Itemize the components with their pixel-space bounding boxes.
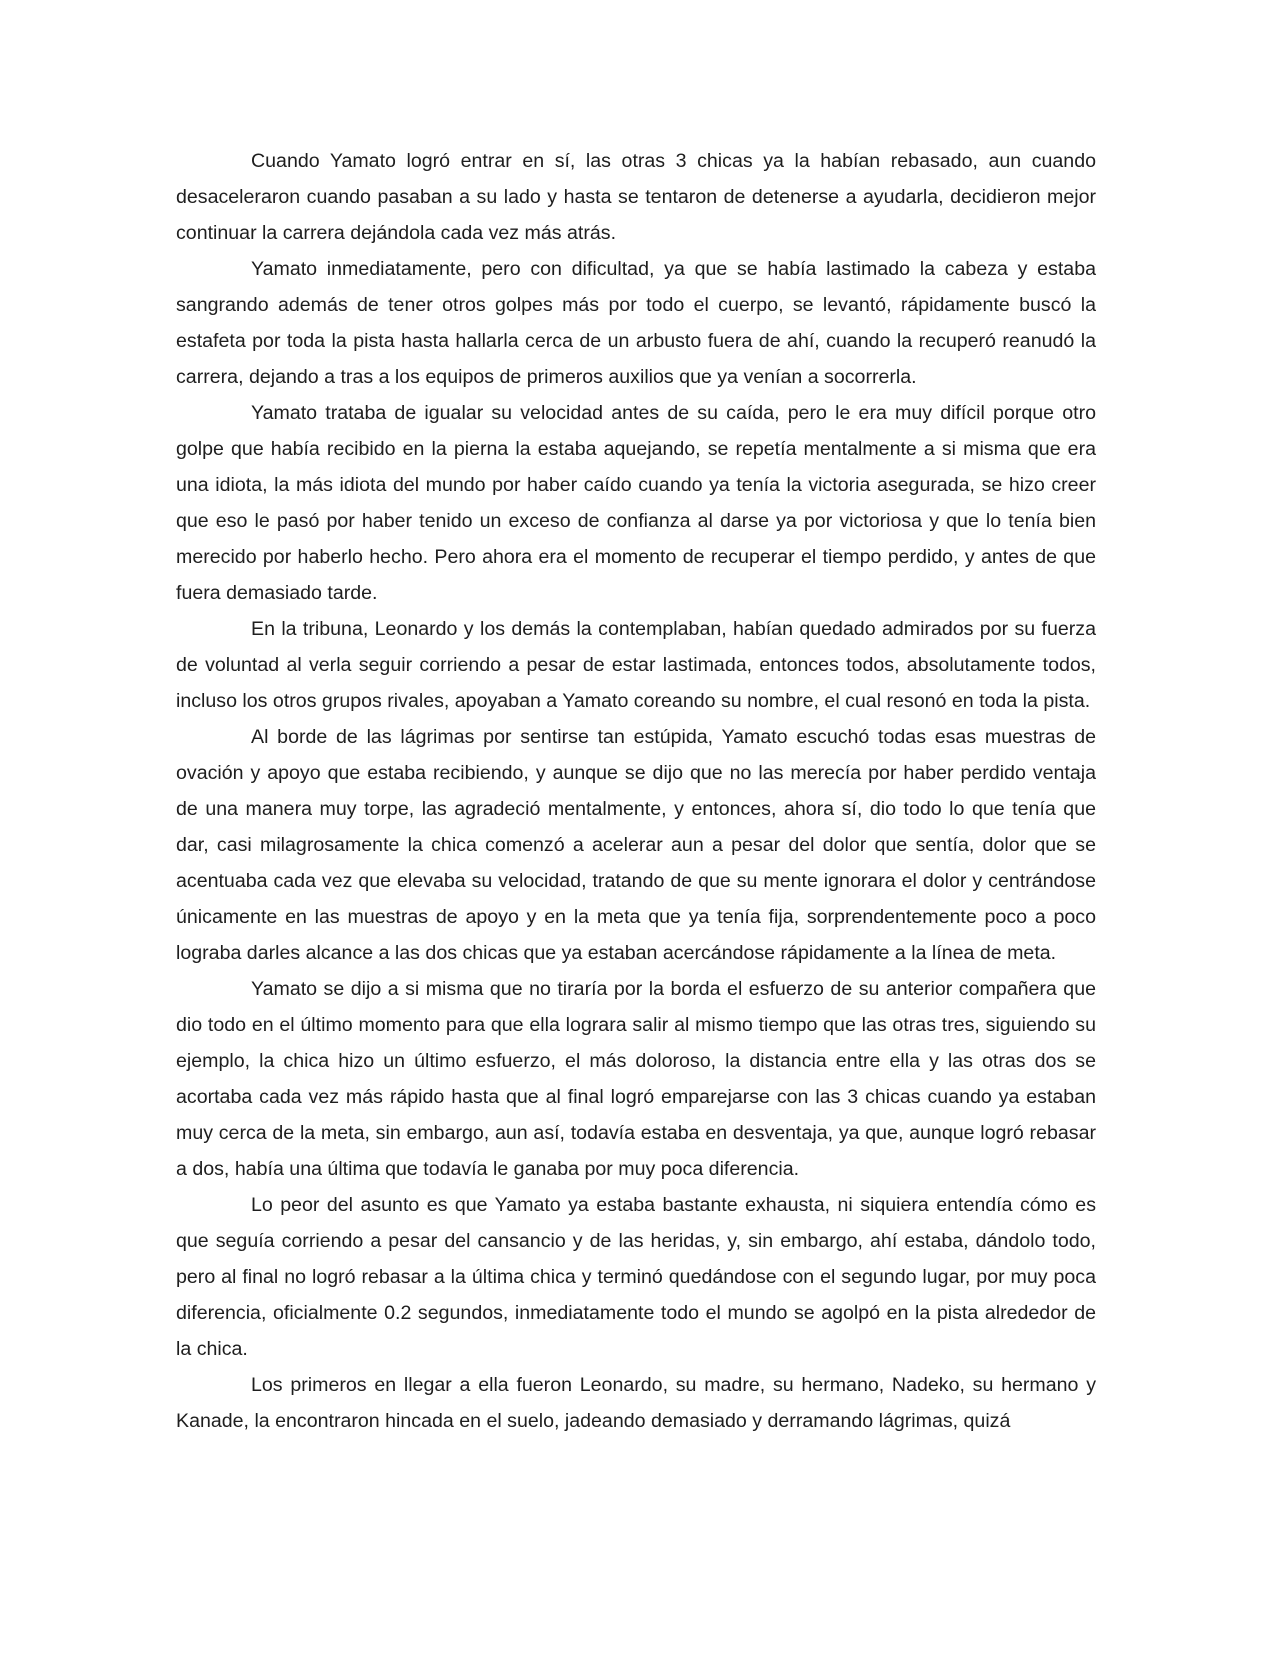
paragraph-3: Yamato trataba de igualar su velocidad antes de su caída, pero le era muy difícil porque otro golpe que había recibido en la pierna la estaba aquejando, se repetía mentalmente a si misma que era una idiota, la más idiota del mundo por haber caído cuando ya tenía la victoria asegurada, se hizo creer que eso le pasó por haber tenido un exceso de confianza al darse ya por victoriosa y que lo tenía bien merecido por haberlo hecho. Pero ahora era el momento de recuperar el tiempo perdido, y antes de que fuera demasiado tarde.	[176, 402, 1096, 604]
paragraph-5: Al borde de las lágrimas por sentirse tan estúpida, Yamato escuchó todas esas muestras de ovación y apoyo que estaba recibiendo, y aunque se dijo que no las merecía por haber perdido ventaja de una manera muy torpe, las agradeció mentalmente, y entonces, ahora sí, dio todo lo que tenía que dar, casi milagrosamente la chica comenzó a acelerar aun a pesar del dolor que sentía, dolor que se acentuaba cada vez que elevaba su velocidad, tratando de que su mente ignorara el dolor y centrándose únicamente en las muestras de apoyo y en la meta que ya tenía fija, sorprendentemente poco a poco lograba darles alcance a las dos chicas que ya estaban acercándose rápidamente a la línea de meta.	[176, 726, 1096, 964]
paragraph-6: Yamato se dijo a si misma que no tiraría por la borda el esfuerzo de su anterior compañera que dio todo en el último momento para que ella lograra salir al mismo tiempo que las otras tres, siguiendo su ejemplo, la chica hizo un último esfuerzo, el más doloroso, la distancia entre ella y las otras dos se acortaba cada vez más rápido hasta que al final logró emparejarse con las 3 chicas cuando ya estaban muy cerca de la meta, sin embargo, aun así, todavía estaba en desventaja, ya que, aunque logró rebasar a dos, había una última que todavía le ganaba por muy poca diferencia.	[176, 978, 1096, 1180]
paragraph-4: En la tribuna, Leonardo y los demás la contemplaban, habían quedado admirados por su fuerza de voluntad al verla seguir corriendo a pesar de estar lastimada, entonces todos, absolutamente todos, incluso los otros grupos rivales, apoyaban a Yamato coreando su nombre, el cual resonó en toda la pista.	[176, 618, 1096, 712]
paragraph-7: Lo peor del asunto es que Yamato ya estaba bastante exhausta, ni siquiera entendía cómo es que seguía corriendo a pesar del cansancio y de las heridas, y, sin embargo, ahí estaba, dándolo todo, pero al final no logró rebasar a la última chica y terminó quedándose con el segundo lugar, por muy poca diferencia, oficialmente 0.2 segundos, inmediatamente todo el mundo se agolpó en la pista alrededor de la chica.	[176, 1194, 1096, 1360]
paragraph-2: Yamato inmediatamente, pero con dificultad, ya que se había lastimado la cabeza y estaba sangrando además de tener otros golpes más por todo el cuerpo, se levantó, rápidamente buscó la estafeta por toda la pista hasta hallarla cerca de un arbusto fuera de ahí, cuando la recuperó reanudó la carrera, dejando a tras a los equipos de primeros auxilios que ya venían a socorrerla.	[176, 258, 1096, 388]
body-text	[176, 143, 1096, 1439]
paragraph-8: Los primeros en llegar a ella fueron Leonardo, su madre, su hermano, Nadeko, su hermano y Kanade, la encontraron hincada en el suelo, jadeando demasiado y derramando lágrimas, quizá	[176, 1374, 1096, 1432]
paragraph-1: Cuando Yamato logró entrar en sí, las otras 3 chicas ya la habían rebasado, aun cuando desaceleraron cuando pasaban a su lado y hasta se tentaron de detenerse a ayudarla, decidieron mejor continuar la carrera dejándola cada vez más atrás.	[176, 150, 1096, 244]
